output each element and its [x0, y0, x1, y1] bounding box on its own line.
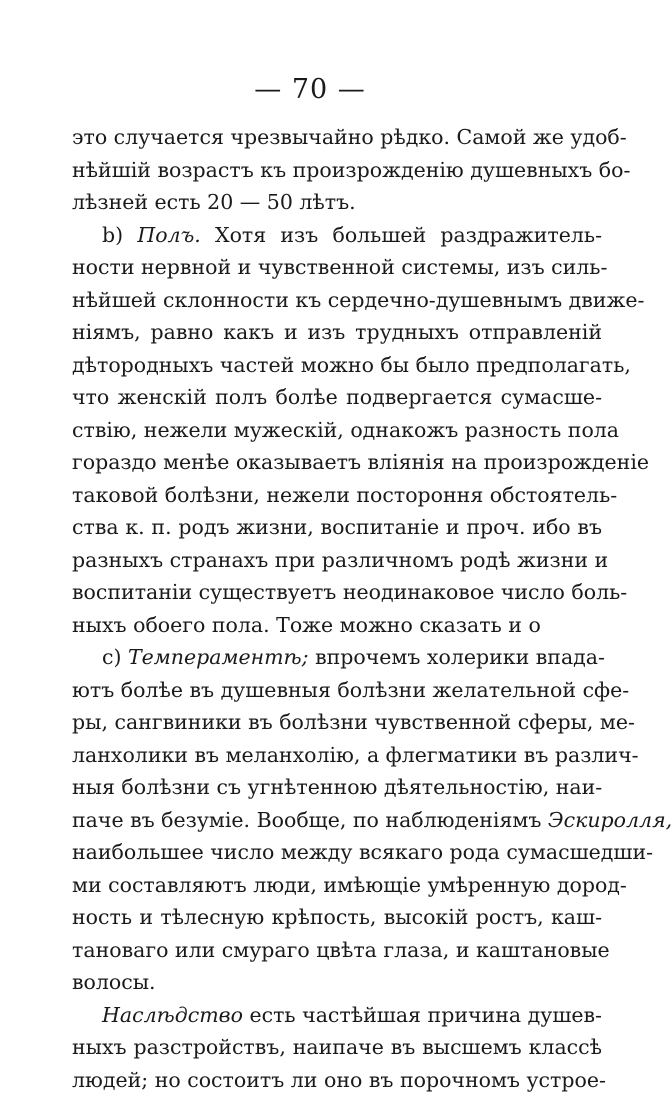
text-line: ныхъ обоего пола. Тоже можно сказать и о — [72, 612, 541, 637]
text-line: ность и тѣлесную крѣпость, высокій ростъ, каш- — [72, 905, 602, 929]
text-line — [72, 218, 602, 252]
italic-term: Наслѣдство — [102, 1002, 243, 1027]
text-line: это случается чрезвычайно рѣдко. Самой же удоб- — [72, 125, 627, 149]
text-line: воспитаніи существуетъ неодинаковое число боль- — [72, 580, 628, 604]
text-line: ности нервной и чувственной системы, изъ силь- — [72, 255, 608, 279]
text-line: наибольшее число между всякаго рода сумасшедши- — [72, 840, 654, 864]
text-segment: c) — [102, 645, 128, 669]
text-segment: паче въ безуміе. Вообще, по наблюденіямъ — [72, 807, 548, 832]
text-line: таковой болѣзни, нежели постороння обстоятель- — [72, 482, 618, 507]
text-line: нѣйшій возрастъ къ произрожденію душевныхъ бо- — [72, 157, 631, 182]
text-line: ры, сангвиники въ болѣзни чувственной сферы, ме- — [72, 710, 635, 734]
text-line: волосы. — [72, 970, 156, 994]
text-line: нѣйшей склонности къ сердечно-душевнымъ движе- — [72, 287, 645, 312]
italic-term: Эскиролля, — [547, 807, 672, 832]
text-line: что женскій полъ болѣе подвергается сумасше- — [72, 385, 602, 409]
text-line: лѣзней есть 20 — 50 лѣтъ. — [72, 190, 356, 214]
text-segment: b) — [102, 222, 138, 247]
text-line: ютъ болѣе въ душевныя болѣзни желательной сфе- — [72, 677, 630, 702]
text-line: ныя болѣзни съ угнѣтенною дѣятельностію, наи- — [72, 775, 603, 799]
text-line: ніямъ, равно какъ и изъ трудныхъ отправленій — [72, 320, 602, 344]
text-line: ми составляютъ люди, имѣющіе умѣренную дород- — [72, 872, 627, 897]
text-segment: впрочемъ холерики впада- — [308, 645, 605, 669]
text-line — [72, 998, 602, 1032]
page-number: — 70 — — [254, 74, 366, 105]
text-line: гораздо менѣе оказываетъ вліянія на произрожденіе — [72, 450, 650, 474]
italic-term: Темпераментѣ; — [128, 645, 309, 669]
text-line: дѣтородныхъ частей можно бы было предполагать, — [72, 352, 631, 377]
italic-term: Полъ. — [137, 222, 201, 247]
text-line: разныхъ странахъ при различномъ родѣ жизни и — [72, 547, 609, 572]
text-line: ства к. п. родъ жизни, воспитаніе и проч. ибо въ — [72, 515, 602, 539]
text-line: ланхолики въ меланхолію, а флегматики въ различ- — [72, 742, 639, 767]
text-line: тановаго или смураго цвѣта глаза, и каштановые — [72, 937, 610, 962]
text-segment: есть частѣйшая причина душев- — [242, 1002, 602, 1027]
text-segment: Хотя изъ большей раздражитель- — [200, 222, 603, 247]
text-line: ныхъ разстройствъ, наипаче въ высшемъ классѣ — [72, 1035, 602, 1059]
text-line — [72, 640, 605, 674]
text-line: ствію, нежели мужескій, однакожъ разность пола — [72, 417, 620, 442]
text-line: людей; но состоитъ ли оно въ порочномъ устрое- — [72, 1067, 606, 1092]
text-line — [72, 803, 672, 837]
